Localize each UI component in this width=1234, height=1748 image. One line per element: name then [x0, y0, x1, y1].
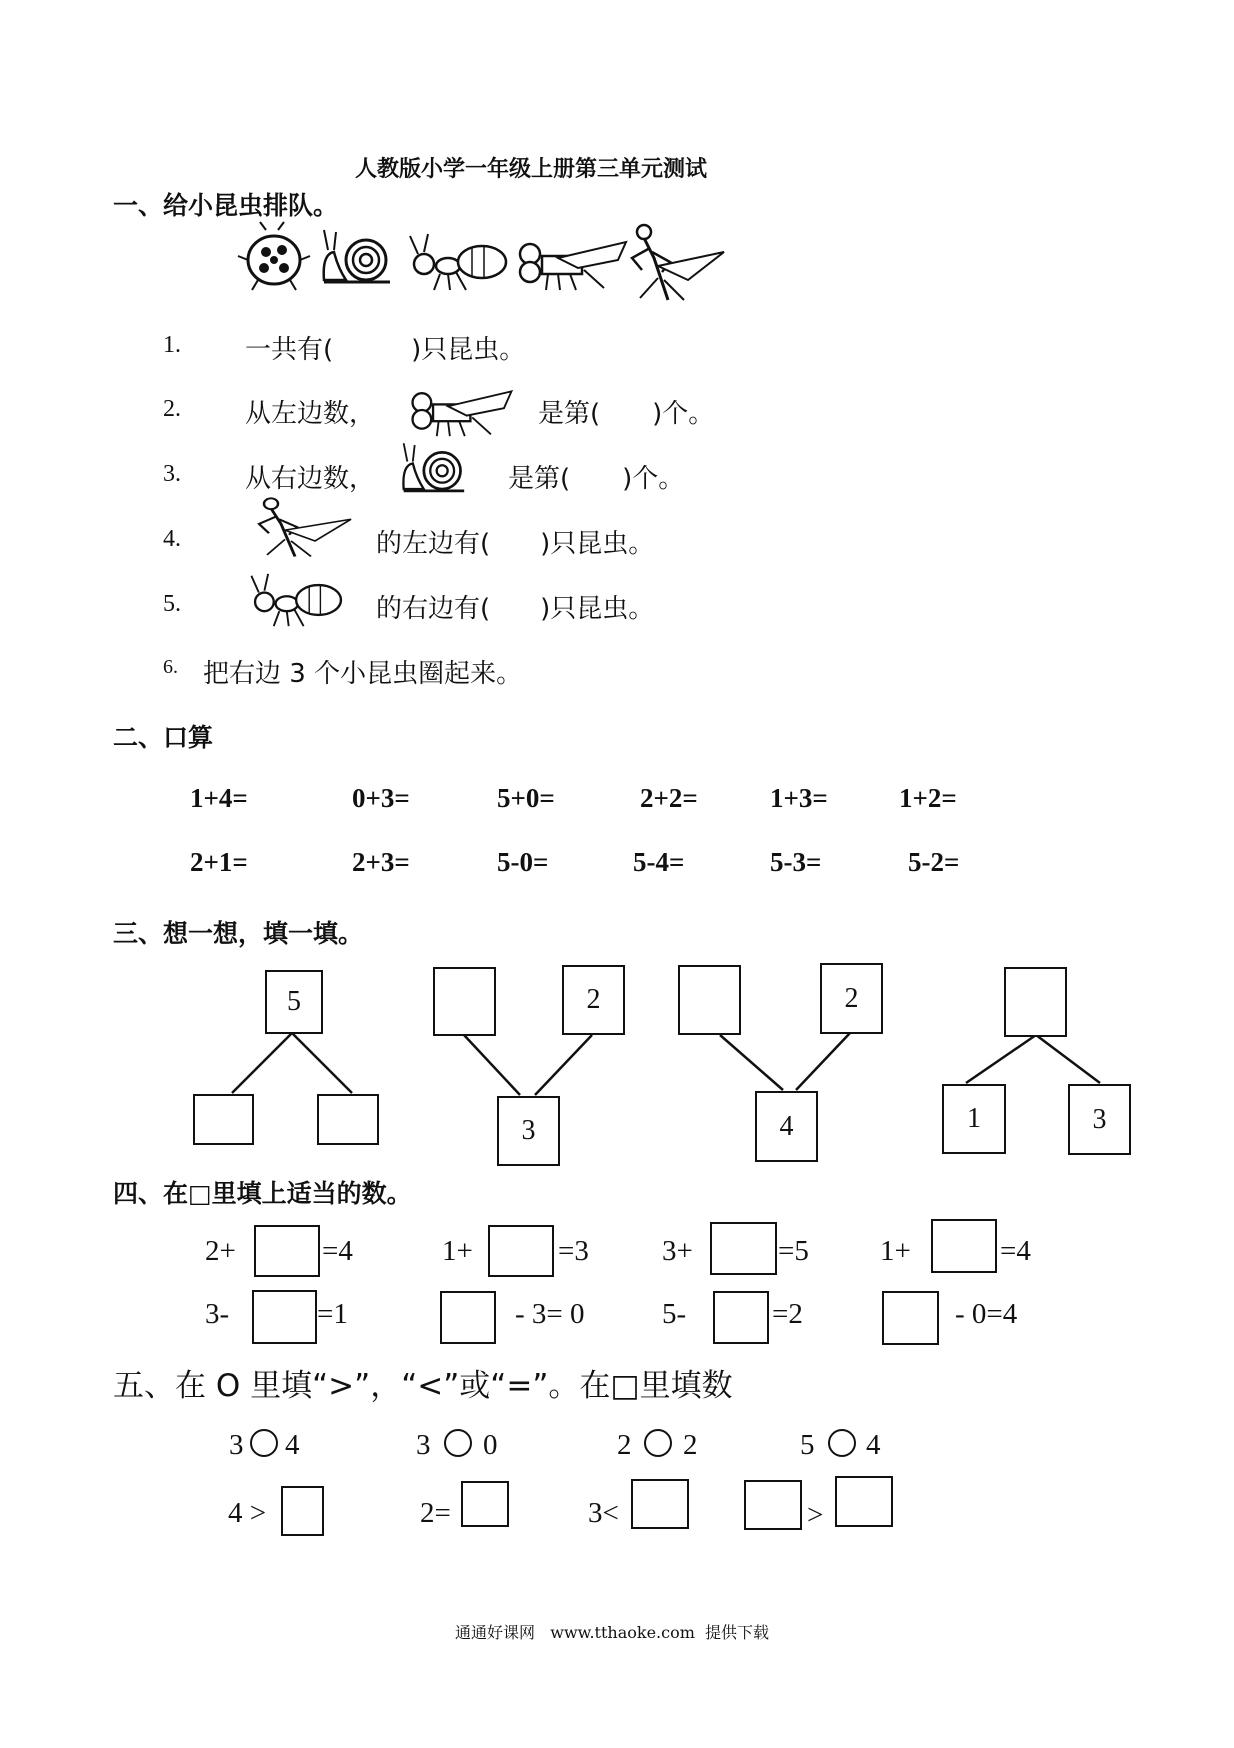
compare-circle[interactable] — [644, 1429, 672, 1457]
fill-post: =3 — [558, 1235, 589, 1267]
compare-circle[interactable] — [250, 1429, 278, 1457]
fill-box[interactable] — [835, 1476, 893, 1527]
question-text-b: )只昆虫。 — [540, 594, 655, 624]
fill-box[interactable] — [252, 1290, 317, 1344]
oral-calc-item: 5-0= — [497, 847, 549, 877]
compare-circle[interactable] — [444, 1429, 472, 1457]
question-text: 从左边数， — [245, 399, 376, 429]
compare-left: 3 — [229, 1429, 244, 1461]
question-text-a: 的左边有( — [376, 529, 491, 559]
fill-pre: 3+ — [662, 1235, 693, 1267]
oral-calc-item: 5+0= — [497, 783, 555, 813]
fill-post: =4 — [322, 1235, 353, 1267]
tree-box-bottom[interactable]: 3 — [1068, 1084, 1131, 1155]
fill-pre: 5- — [662, 1298, 687, 1330]
question-text-a: 一共有( — [245, 335, 334, 365]
question-text-b: )只昆虫。 — [411, 335, 526, 365]
fill-pre: 3- — [205, 1298, 230, 1330]
fill-box[interactable] — [254, 1225, 320, 1277]
oral-calc-item: 5-3= — [770, 847, 822, 877]
fill-box[interactable] — [461, 1481, 509, 1527]
fill-pre: 3< — [588, 1497, 619, 1529]
tree-box-bottom[interactable]: 1 — [942, 1084, 1006, 1154]
tree-box-top[interactable] — [1004, 967, 1067, 1037]
compare-right: 4 — [866, 1429, 881, 1461]
tree-box-top[interactable]: 2 — [820, 963, 883, 1034]
fill-post: - 0=4 — [955, 1298, 1018, 1330]
section-4-heading: 四、在□里填上适当的数。 — [113, 1179, 412, 1208]
section-5-heading: 五、在 O 里填“>”，“<”或“=”。在□里填数 — [113, 1368, 733, 1404]
question-number: 3. — [163, 461, 181, 487]
fill-box[interactable] — [744, 1480, 802, 1530]
compare-left: 5 — [800, 1429, 815, 1461]
tree-box-top[interactable] — [433, 967, 496, 1036]
question-text: 把右边 3 个小昆虫圈起来。 — [203, 659, 523, 689]
compare-circle[interactable] — [828, 1429, 856, 1457]
fill-box[interactable] — [631, 1479, 689, 1529]
tree-box-top[interactable]: 2 — [562, 965, 625, 1035]
question-text-b: 是第( — [508, 464, 571, 494]
question-text-a: 的右边有( — [376, 594, 491, 624]
section-2-heading: 二、口算 — [113, 723, 214, 752]
fill-mid: > — [807, 1499, 824, 1531]
oral-calc-item: 1+3= — [770, 783, 828, 813]
fill-pre: 2= — [420, 1497, 451, 1529]
fill-box[interactable] — [281, 1486, 324, 1536]
section-3-heading: 三、想一想，填一填。 — [113, 919, 364, 948]
fill-box[interactable] — [931, 1219, 997, 1273]
fill-post: =1 — [317, 1298, 348, 1330]
question-number: 4. — [163, 526, 181, 552]
section-1-heading: 一、给小昆虫排队。 — [113, 191, 339, 220]
tree-box-top[interactable] — [678, 965, 741, 1035]
question-text-b: 是第( — [538, 399, 601, 429]
question-number: 1. — [163, 332, 181, 358]
question-text-b: )只昆虫。 — [540, 529, 655, 559]
page-title: 人教版小学一年级上册第三单元测试 — [355, 157, 708, 182]
oral-calc-item: 1+2= — [899, 783, 957, 813]
fill-post: =5 — [778, 1235, 809, 1267]
footer: 通通好课网 www.tthaoke.com 提供下载 — [455, 1623, 770, 1642]
fill-box[interactable] — [488, 1225, 554, 1277]
oral-calc-item: 2+2= — [640, 783, 698, 813]
compare-right: 2 — [683, 1429, 698, 1461]
question-text: 从右边数， — [245, 464, 376, 494]
compare-left: 3 — [416, 1429, 431, 1461]
oral-calc-item: 0+3= — [352, 783, 410, 813]
fill-post: - 3= 0 — [515, 1298, 585, 1330]
fill-box[interactable] — [710, 1222, 777, 1275]
fill-post: =2 — [772, 1298, 803, 1330]
question-number: 2. — [163, 396, 181, 422]
fill-pre: 1+ — [442, 1235, 473, 1267]
oral-calc-item: 5-4= — [633, 847, 685, 877]
question-number: 6. — [163, 656, 178, 678]
question-number: 5. — [163, 591, 181, 617]
fill-box[interactable] — [882, 1291, 939, 1345]
fill-box[interactable] — [713, 1291, 769, 1344]
tree-box-bottom[interactable] — [193, 1094, 254, 1145]
question-text-c: )个。 — [652, 399, 715, 429]
tree-box-bottom[interactable]: 3 — [497, 1096, 560, 1166]
fill-pre: 2+ — [205, 1235, 236, 1267]
tree-box-bottom[interactable]: 4 — [755, 1091, 818, 1162]
fill-pre: 1+ — [880, 1235, 911, 1267]
oral-calc-item: 2+3= — [352, 847, 410, 877]
fill-post: =4 — [1000, 1235, 1031, 1267]
question-text-c: )个。 — [622, 464, 685, 494]
tree-box-bottom[interactable] — [317, 1094, 379, 1145]
fill-pre: 4 > — [228, 1497, 267, 1529]
oral-calc-item: 5-2= — [908, 847, 960, 877]
tree-box-top[interactable]: 5 — [265, 970, 323, 1034]
compare-right: 4 — [285, 1429, 300, 1461]
compare-right: 0 — [483, 1429, 498, 1461]
oral-calc-item: 1+4= — [190, 783, 248, 813]
compare-left: 2 — [617, 1429, 632, 1461]
oral-calc-item: 2+1= — [190, 847, 248, 877]
fill-box[interactable] — [440, 1291, 496, 1344]
